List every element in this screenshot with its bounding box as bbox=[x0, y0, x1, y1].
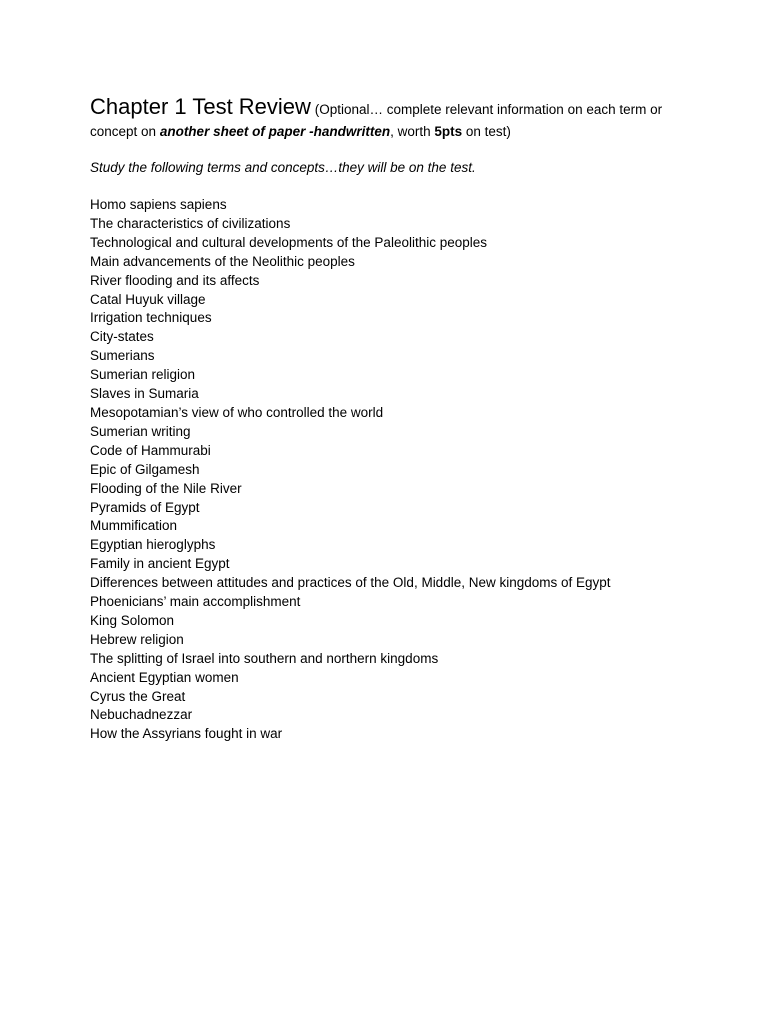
document-heading bbox=[90, 94, 690, 143]
heading-note-emphasis: another sheet of paper -handwritten bbox=[159, 124, 391, 139]
term-item: King Solomon bbox=[90, 612, 175, 628]
term-item: City-states bbox=[90, 329, 154, 345]
term-item: Flooding of the Nile River bbox=[90, 480, 242, 496]
terms-list bbox=[90, 196, 690, 744]
heading-note-part1: (Optional… complete relevant information on each term or concept on bbox=[90, 102, 663, 139]
term-item: Ancient Egyptian women bbox=[90, 669, 239, 685]
term-item: Family in ancient Egypt bbox=[90, 556, 230, 572]
term-item: Mesopotamian’s view of who controlled the world bbox=[90, 404, 384, 420]
term-item: Homo sapiens sapiens bbox=[90, 197, 227, 212]
term-item: Mummification bbox=[90, 518, 178, 534]
term-item: Main advancements of the Neolithic peoples bbox=[90, 253, 355, 269]
term-item: Irrigation techniques bbox=[90, 310, 212, 326]
term-item: Sumerian religion bbox=[90, 367, 196, 383]
term-item: Egyptian hieroglyphs bbox=[90, 537, 216, 553]
term-item: Epic of Gilgamesh bbox=[90, 461, 200, 477]
term-item: River flooding and its affects bbox=[90, 272, 260, 288]
term-item: Pyramids of Egypt bbox=[90, 499, 200, 515]
term-item: Slaves in Sumaria bbox=[90, 386, 199, 402]
term-item: The characteristics of civilizations bbox=[90, 215, 291, 231]
intro-text: Study the following terms and concepts…they will be on the test. bbox=[90, 160, 476, 175]
term-item: How the Assyrians fought in war bbox=[90, 726, 283, 742]
heading-note-part2: , worth bbox=[390, 124, 435, 139]
document-page bbox=[90, 94, 690, 744]
term-item: Code of Hammurabi bbox=[90, 442, 211, 458]
heading-note-points: 5pts bbox=[434, 124, 463, 139]
heading-note-part3: on test) bbox=[462, 124, 511, 139]
term-item: Catal Huyuk village bbox=[90, 291, 206, 307]
term-item: Hebrew religion bbox=[90, 631, 184, 647]
term-item: Cyrus the Great bbox=[90, 688, 186, 704]
term-item: The splitting of Israel into southern and northern kingdoms bbox=[90, 650, 439, 666]
term-item: Technological and cultural developments of the Paleolithic peoples bbox=[90, 234, 488, 250]
term-item: Sumerian writing bbox=[90, 423, 191, 439]
term-item: Sumerians bbox=[90, 348, 155, 364]
term-item: Differences between attitudes and practices of the Old, Middle, New kingdoms of Egypt bbox=[90, 575, 611, 591]
term-item: Phoenicians’ main accomplishment bbox=[90, 594, 301, 610]
page-title: Chapter 1 Test Review bbox=[90, 94, 311, 119]
term-item: Nebuchadnezzar bbox=[90, 707, 193, 723]
